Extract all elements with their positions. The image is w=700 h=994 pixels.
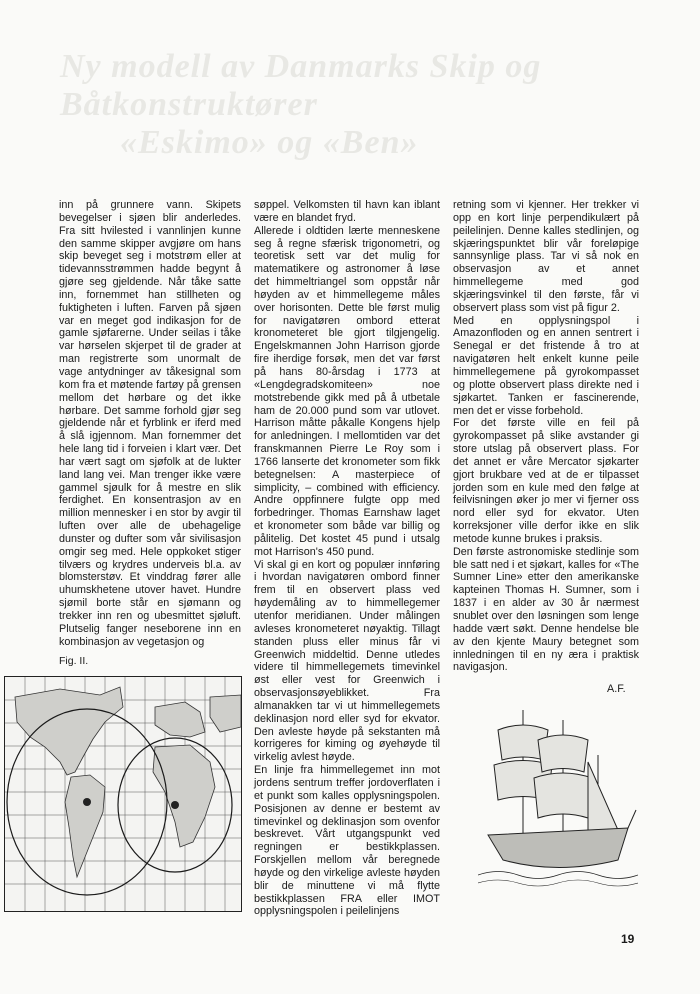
author-signature: A.F. — [607, 683, 626, 695]
sailing-ship-icon — [478, 700, 638, 890]
paragraph: For det første ville en feil på gyrokompasset på slike avstander gi store utslag på observert plass. For det annet er våre Mercator sjøkarter gjort brukbare ved at de er tilpasset jorden som en kule med den følge at feilvisningen øker jo mer vi fjerner oss nord eller syd for ekvator. Uten korreksjoner ville derfor ikke en slik metode kunne brukes i praksis. — [453, 417, 639, 545]
world-map-icon — [5, 677, 241, 911]
paragraph: Allerede i oldtiden lærte menneskene seg å regne sfærisk trigonometri, og teoretisk sett var det mulig for matematikere og astronomer å løse det himmeltriangel som oppstår når høyden av et himmellegeme måles over horisonten. Dette ble først mulig for navigatøren ombord etterat kronometeret ble gjort tilgjengelig. Engelskmannen John Harrison gjorde fire iherdige forsøk, men det var først på hans 80-årsdag i 1773 at «Lengdegradskomiteen» noe motstrebende gikk med på å utbetale ham de 20.000 pund som var utlovet. Harrison måtte påkalle Kongens hjelp for anledningen. I mellomtiden var det franskmannen Pierre Le Roy som i 1766 lanserte det kronometer som fikk betegnelsen: A masterpiece of simplicity, – combined with efficiency. Andre oppfinnere fulgte opp med forbedringer. Thomas Earnshaw laget et kronometer som både var billig og pålitelig. Det kostet 45 pund i utsalg mot Harrison's 450 pund. — [254, 224, 440, 558]
paragraph: Den første astronomiske stedlinje som ble satt ned i et sjøkart, kalles for «The Sumner Line» etter den amerikanske kapteinen Thomas H. Sumner, som i 1837 i en alder av 30 år nærmest snublet over den løsningen som lenge hadde vært søkt. Denne hendelse ble av den kjente Maury betegnet som innledningen til en ny æra i praktisk navigasjon. — [453, 545, 639, 674]
paragraph: Vi skal gi en kort og populær innføring i hvordan navigatøren ombord finner frem til en observert plass ved høydemåling av to himmellegemer utenfor meridianen. Under målingen avleses kronometeret nøyaktig. Tillagt standen pluss eller minus får vi Greenwich middeltid. Denne utledes videre til himmellegemets timevinkel øst eller vest for Greenwich i observasjonsøyeblikket. Fra almanakken tar vi ut himmellegemets deklinasjon nord eller syd for ekvator. Den avleste høyde på sekstanten må korrigeres for kiming og øyehøyde til virkelig avlest høyde. — [254, 558, 440, 764]
page-number: 19 — [621, 932, 635, 946]
figure-caption: Fig. II. — [59, 655, 89, 667]
paragraph: Med en opplysningspol i Amazonfloden og en annen sentrert i Senegal er det fristende å tro at navigatøren helt enkelt kunne peile himmellegemene på gyrokompasset og plotte observert plass direkte ned i sjøkartet. Tanken er fascinerende, men det er visse forbehold. — [453, 314, 639, 417]
paragraph: inn på grunnere vann. Skipets bevegelser i sjøen blir anderledes. Fra sitt hvilested i vannlinjen kunne den samme skipper avgjøre om hans skip beveget seg i motstrøm eller at tidevannsstrømmen hadde begynt å gjøre seg gjeldende. Når tåke satte inn, fornemmet han stillheten og fuktigheten i luften. Farven på sjøen var en meget god indikasjon for de gamle sjøfarerne. Under seilas i tåke var hørselen skjerpet til de grader at man registrerte som unormalt de vage antydninger av tåkesignal som kom fra et møtende fartøy på grensen mellom det hørbare og det ikke hørbare. Det samme forhold gjør seg gjeldende når et fyrblink er iferd med å slå igjennom. Man fornemmer det hele lang tid i forveien i klart vær. Det har vært sagt om sjøfolk at de lukter land lang vei. Man trenger ikke være gammel sjøulk for å mestre en slik ferdighet. En konsentrasjon av en million mennesker i en stor by avgir til luften over alle de ubehagelige dunster og dufter som vår sivilisasjon omgir seg med. Hele oppkoket stiger tilværs og krydres underveis bl.a. av blomsterstøv. Et vinddrag fører alle uhumskhetene utover havet. Hundre sjømil borte står en sjømann og trekker inn ren og ubesmittet sjøluft. Plutselig fanger neseborene inn en kombinasjon av vegetasjon og — [59, 199, 241, 648]
article-column-1 — [59, 199, 241, 649]
paragraph: søppel. Velkomsten til havn kan iblant være en blandet fryd. — [254, 199, 440, 224]
ghost-title: Ny modell av Danmarks Skip og Båtkonstruktører «Eskimo» og «Ben» — [60, 48, 542, 161]
article-column-3 — [453, 199, 639, 674]
paragraph: En linje fra himmellegemet inn mot jordens sentrum treffer jordoverflaten i et punkt som kalles opplysningspolen. Posisjonen av denne er bestemt av timevinkel og deklinasjon som ovenfor beskrevet. Vårt utgangspunkt ved regningen er bestikkplassen. Forskjellen mellom vår beregnede høyde og den virkelige avleste høyden blir de minuttene vi må flytte bestikkplassen FRA eller IMOT opplysningspolen i peilelinjens — [254, 764, 440, 918]
ship-illustration — [478, 700, 638, 890]
paragraph: retning som vi kjenner. Her trekker vi opp en kort linje perpendikulært på peilelinjen. Denne kalles stedlinjen, og skjæringspunktet blir vår foreløpige sannsynlige plass. Tar vi så nok en observasjon av et annet himmellegeme med god skjæringsvinkel til den første, får vi observert plass som vist på figur 2. — [453, 199, 639, 314]
world-map-figure — [4, 676, 242, 912]
article-column-2 — [254, 199, 440, 918]
